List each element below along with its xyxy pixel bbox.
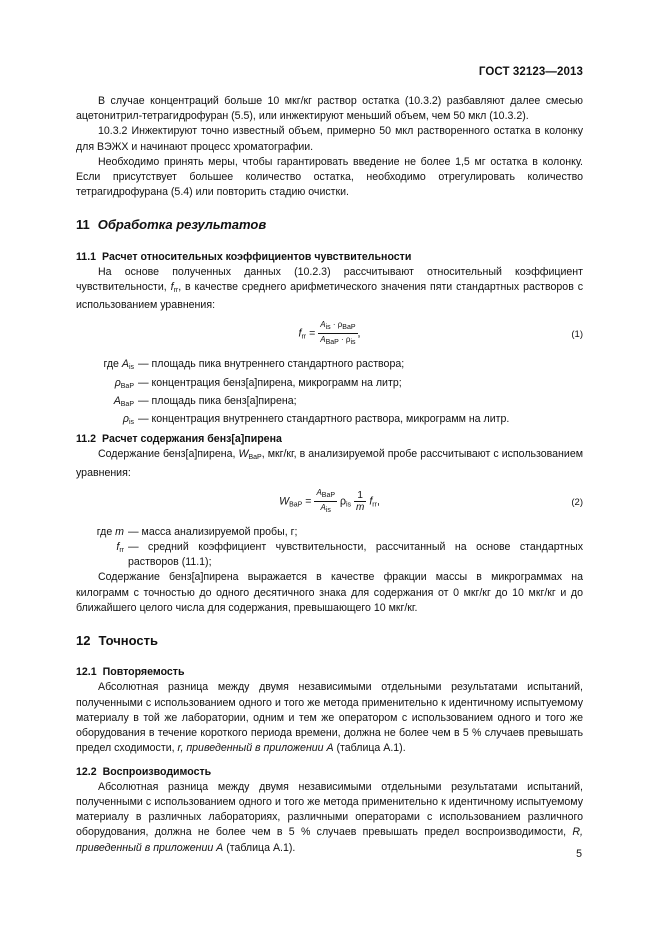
section-title: Расчет относительных коэффициентов чувствительности <box>102 250 412 263</box>
section-title: Точность <box>98 633 158 649</box>
section-title: Расчет содержания бенз[а]пирена <box>102 433 282 446</box>
intro-paragraph-1: В случае концентраций больше 10 мкг/кг раствор остатка (10.3.2) разбавляют далее смесью ацетонитрил-тетрагидрофуран (5.5), или инжектируют меньший объем, чем 50 мкл (10.3.2). <box>76 95 583 123</box>
where-item: $\rho_{is}$ — концентрация внутреннего стандартного раствора, микрограмм на литр. <box>122 413 510 427</box>
section-11-1-heading <box>76 250 583 265</box>
section-11-2-heading <box>76 432 583 447</box>
section-number: 12 <box>76 633 91 649</box>
section-11-2-paragraph: Содержание бенз[а]пирена, $W_{BaP}$, мкг/кг, в анализируемой пробе рассчитывают с использованием уравнения: <box>76 448 584 479</box>
page-number: 5 <box>576 848 582 860</box>
section-12-1-paragraph: Абсолютная разница между двумя независимыми отдельными результатами испытаний, полученными с использованием одного и того же метода применительно к идентичному испытуемому материалу в той же лаборатории, одним и тем же оператором с использованием одного и того же оборудования в течение короткого периода времени, должна не более чем в 5 % случаев превышать предел сходимости, r, приведенный в приложении А (таблица А.1). <box>76 681 583 755</box>
page-content <box>76 94 583 856</box>
where-item: $f_{rr}$ — средний коэффициент чувствительности, рассчитанный на основе стандартных растворов (11.1); <box>116 541 583 569</box>
section-title: Повторяемость <box>102 666 185 679</box>
where-item: где m — масса анализируемой пробы, г; <box>96 525 298 538</box>
section-title: Обработка результатов <box>97 217 267 233</box>
section-11-1-paragraph: На основе полученных данных (10.2.3) рассчитывают относительный коэффициент чувствительности, $f_{rr}$, в качестве среднего арифметического значения пяти стандартных растворов с использованием уравнения: <box>76 265 583 312</box>
where-item: где $A_{is}$ — площадь пика внутреннего стандартного раствора; <box>103 358 405 372</box>
where-list-2 <box>76 525 583 571</box>
section-number: 12.2 <box>76 765 97 778</box>
section-11-2-paragraph-2: Содержание бенз[а]пирена выражается в качестве фракции массы в микрограммах на килограмм с точностью до одного десятичного знака для содержания от 0 мкг/кг до 10 мкг/кг и до ближайшего целого числа для содержания, превышающего 10 мкг/кг. <box>76 571 583 614</box>
intro-paragraph-3: Необходимо принять меры, чтобы гарантировать введение не более 1,5 мг остатка в колонку. Если присутствует большее количество остатка, необходимо отрегулировать количество тетрагидрофурана (5.4) или повторить стадию очистки. <box>76 155 583 199</box>
section-12-1-heading <box>76 665 583 680</box>
section-number: 11.1 <box>76 250 97 263</box>
section-12-2-heading <box>76 765 583 780</box>
section-11-heading <box>76 217 583 232</box>
equation-1-fraction: $\frac{A_{is} \cdot \rho_{BaP}}{A_{BaP} \cdot \rho_{is}}$ <box>320 320 356 347</box>
equation-2-fraction-2: $\frac{1}{m}$ <box>356 489 365 513</box>
where-item: $\rho_{BaP}$ — концентрация бенз[а]пирена, микрограмм на литр; <box>114 376 402 390</box>
section-number: 12.1 <box>76 666 97 679</box>
standard-header: ГОСТ 32123—2013 <box>478 66 583 78</box>
section-12-heading <box>76 633 583 648</box>
section-12-2-paragraph: Абсолютная разница между двумя независимыми отдельными результатами испытаний, полученными с использованием одного и того же метода применительно к идентичному испытуемому материалу в различных лабораториях, различными операторами с использованием различного оборудования, должна не более чем в 5 % случаев превышать предел воспроизводимости, R, приведенный в приложении А (таблица А.1). <box>76 780 583 854</box>
equation-number: (2) <box>571 496 583 508</box>
section-number: 11 <box>76 217 90 233</box>
intro-paragraph-2: 10.3.2 Инжектируют точно известный объем, примерно 50 мкл растворенного остатка в колонку для ВЭЖХ и начинают процесс хроматографии. <box>76 125 583 153</box>
equation-2-fraction: $\frac{A_{BaP}}{A_{is}}$ <box>316 487 336 514</box>
equation-1: $f_{rr}$ = $\frac{A_{is} \cdot \rho_{BaP}}{A_{BaP} \cdot \rho_{is}}$ , (1) <box>298 320 583 347</box>
section-number: 11.2 <box>76 433 97 446</box>
where-item: $A_{BaP}$ — площадь пика бенз[а]пирена; <box>113 394 297 408</box>
equation-2: $W_{BaP}$ = $\frac{A_{BaP}}{A_{is}}$ $\rho_{is}$ $\frac{1}{m}$ $f_{rr}$, (2) <box>279 487 583 514</box>
where-list-1 <box>76 357 583 430</box>
section-title: Воспроизводимость <box>102 765 212 778</box>
equation-number: (1) <box>571 329 583 341</box>
